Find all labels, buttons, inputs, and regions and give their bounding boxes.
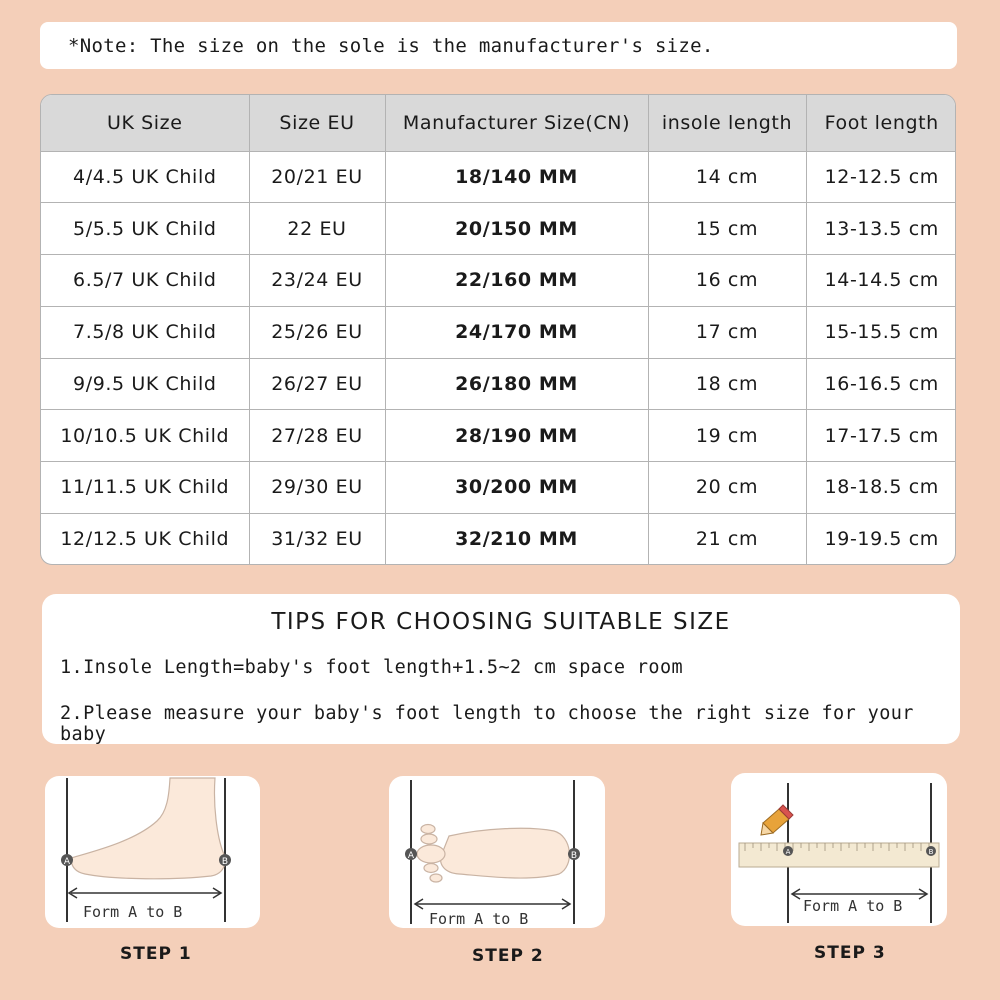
step-caption: Form A to B [803,897,903,915]
cell-uk-size: 4/4.5 UK Child [41,151,249,203]
header-size-eu: Size EU [249,95,385,151]
cell-foot-length: 16-16.5 cm [806,358,956,410]
table-row [41,255,956,307]
cell-manufacturer-size: 30/200 MM [385,462,648,514]
table-row [41,306,956,358]
point-b-label: B [221,857,229,867]
cell-uk-size: 5/5.5 UK Child [41,203,249,255]
cell-uk-size: 10/10.5 UK Child [41,410,249,462]
cell-foot-length: 13-13.5 cm [806,203,956,255]
cell-insole-length: 16 cm [648,255,806,307]
header-manufacturer-size: Manufacturer Size(CN) [385,95,648,151]
cell-manufacturer-size: 22/160 MM [385,255,648,307]
table-row [41,410,956,462]
step-3-card [731,773,947,926]
point-b-label: B [928,848,934,856]
cell-manufacturer-size: 20/150 MM [385,203,648,255]
cell-foot-length: 18-18.5 cm [806,462,956,514]
cell-size-eu: 22 EU [249,203,385,255]
cell-uk-size: 7.5/8 UK Child [41,306,249,358]
step-3-label: STEP 3 [814,943,886,963]
point-a-label: A [407,851,415,861]
cell-manufacturer-size: 28/190 MM [385,410,648,462]
size-chart-table [40,94,956,565]
cell-manufacturer-size: 32/210 MM [385,513,648,564]
ruler-icon [731,773,947,926]
tip-item: 2.Please measure your baby's foot length to choose the right size for your baby [60,703,914,745]
cell-insole-length: 19 cm [648,410,806,462]
table-row [41,203,956,255]
tip-item: 1.Insole Length=baby's foot length+1.5~2 cm space room [60,657,684,678]
cell-manufacturer-size: 18/140 MM [385,151,648,203]
point-a-label: A [63,857,71,867]
cell-insole-length: 17 cm [648,306,806,358]
cell-size-eu: 29/30 EU [249,462,385,514]
table-row [41,358,956,410]
cell-insole-length: 20 cm [648,462,806,514]
step-2-card [389,776,605,928]
header-uk-size: UK Size [41,95,249,151]
point-b-label: B [570,851,578,861]
cell-foot-length: 19-19.5 cm [806,513,956,564]
cell-size-eu: 31/32 EU [249,513,385,564]
foot-side-icon [45,776,260,928]
tips-title: TIPS FOR CHOOSING SUITABLE SIZE [271,609,731,635]
tips-panel [42,594,960,744]
point-a-label: A [785,848,791,856]
cell-foot-length: 15-15.5 cm [806,306,956,358]
step-2-label: STEP 2 [472,946,544,966]
step-1-label: STEP 1 [120,944,192,964]
cell-foot-length: 14-14.5 cm [806,255,956,307]
cell-insole-length: 18 cm [648,358,806,410]
table-header-row [41,95,956,151]
cell-foot-length: 17-17.5 cm [806,410,956,462]
cell-uk-size: 6.5/7 UK Child [41,255,249,307]
header-foot-length: Foot length [806,95,956,151]
cell-insole-length: 15 cm [648,203,806,255]
cell-insole-length: 14 cm [648,151,806,203]
size-note: *Note: The size on the sole is the manufacturer's size. [40,22,957,69]
cell-uk-size: 9/9.5 UK Child [41,358,249,410]
cell-manufacturer-size: 24/170 MM [385,306,648,358]
cell-insole-length: 21 cm [648,513,806,564]
cell-uk-size: 12/12.5 UK Child [41,513,249,564]
table-row [41,513,956,564]
cell-size-eu: 20/21 EU [249,151,385,203]
foot-top-icon [389,776,605,928]
cell-size-eu: 26/27 EU [249,358,385,410]
cell-foot-length: 12-12.5 cm [806,151,956,203]
step-caption: Form A to B [83,903,183,921]
cell-manufacturer-size: 26/180 MM [385,358,648,410]
header-insole-length: insole length [648,95,806,151]
cell-size-eu: 27/28 EU [249,410,385,462]
cell-size-eu: 23/24 EU [249,255,385,307]
step-1-card [45,776,260,928]
cell-uk-size: 11/11.5 UK Child [41,462,249,514]
table-row [41,151,956,203]
step-caption: Form A to B [429,910,529,928]
table-row [41,462,956,514]
cell-size-eu: 25/26 EU [249,306,385,358]
